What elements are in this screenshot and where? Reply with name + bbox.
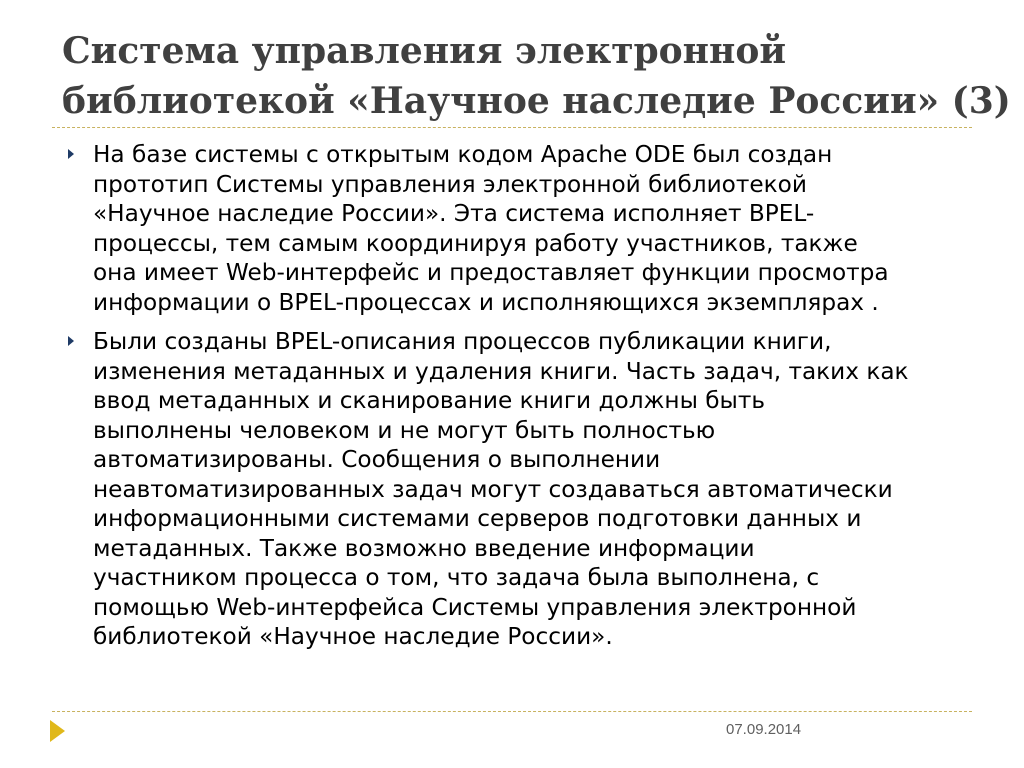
bullet-item-2 [66, 327, 966, 652]
footer-date: 07.09.2014 [726, 721, 802, 738]
title-line-1: Система управления электронной [62, 30, 787, 72]
bullet-2-line-9: участником процесса о том, что задача была выполнена, с [93, 564, 820, 591]
bullet-2-line-3: ввод метаданных и сканирование книги должны быть [93, 387, 766, 414]
bottom-divider [52, 711, 972, 712]
bullet-2-line-5: автоматизированы. Сообщения о выполнении [93, 446, 661, 473]
bullet-1-line-4: процессы, тем самым координируя работу участников, также [93, 229, 858, 257]
bullet-2-line-6: неавтоматизированных задач могут создаваться автоматически [93, 475, 893, 503]
bullet-text-1 [93, 140, 966, 317]
bullet-2-line-4: выполнены человеком и не могут быть полностью [93, 416, 716, 444]
slide-title [62, 26, 1011, 126]
bullet-2-line-8: метаданных. Также возможно введение информации [93, 534, 755, 562]
bullet-1-line-6: информации о BPEL-процессах и исполняющихся экземплярах . [93, 288, 879, 316]
bullet-1-line-5: она имеет Web-интерфейс и предоставляет функции просмотра [93, 259, 889, 286]
bullet-text-2 [93, 327, 966, 652]
bullet-item-1 [66, 140, 966, 317]
triangle-bullet-icon [68, 149, 74, 159]
play-arrow-icon [50, 720, 65, 742]
title-line-2: библиотекой «Научное наследие России» (3) [62, 80, 1011, 122]
top-divider [52, 127, 972, 128]
bullet-1-line-3: «Научное наследие России». Эта система исполняет BPEL- [93, 200, 815, 227]
bullet-2-line-11: библиотекой «Научное наследие России». [93, 623, 613, 650]
triangle-bullet-icon [68, 336, 74, 346]
bullet-2-line-2: изменения метаданных и удаления книги. Часть задач, таких как [93, 357, 909, 385]
bullet-1-line-2: прототип Системы управления электронной библиотекой [93, 170, 807, 198]
bullet-1-line-1: На базе системы с открытым кодом Apache ODE был создан [93, 141, 833, 168]
bullet-2-line-10: помощью Web-интерфейса Системы управления электронной [93, 593, 857, 621]
bullet-2-line-7: информационными системами серверов подготовки данных и [93, 505, 862, 532]
bullet-2-line-1: Были созданы BPEL-описания процессов публикации книги, [93, 328, 832, 355]
slide-content [66, 140, 966, 662]
